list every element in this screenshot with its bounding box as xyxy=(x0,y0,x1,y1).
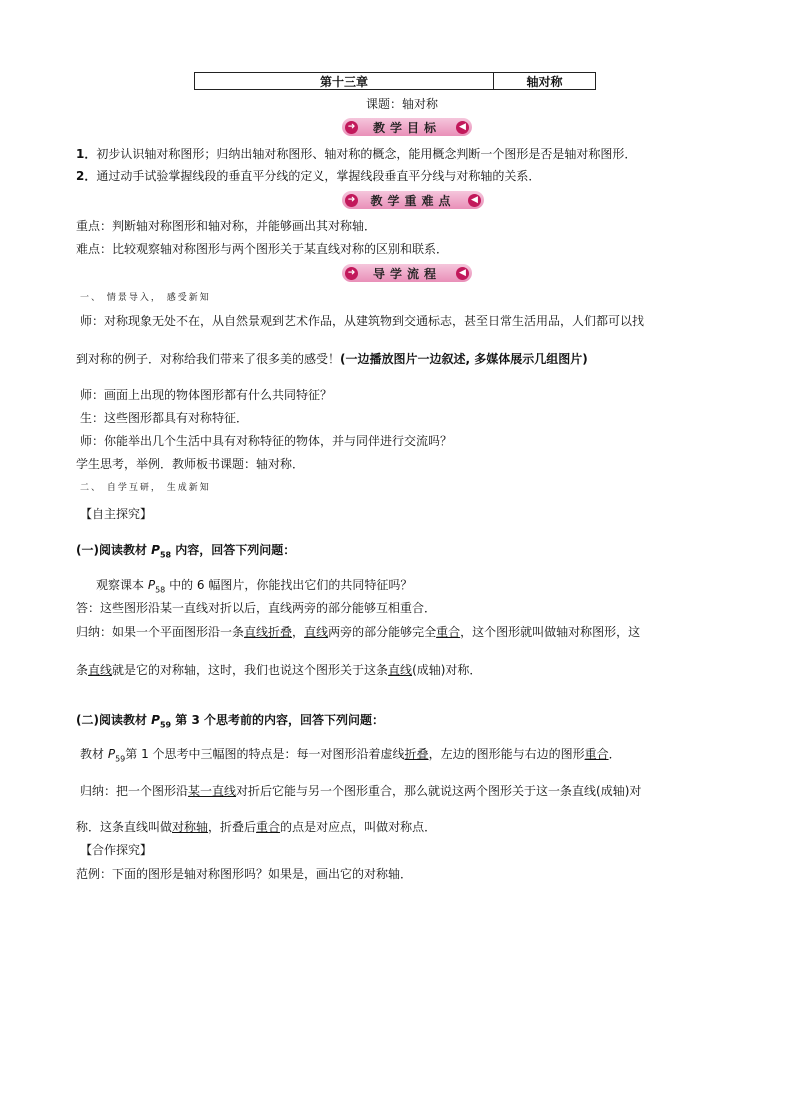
key-points-banner xyxy=(342,191,484,209)
part-1-title: (一)阅读教材 $P_{58}$ 内容，回答下列问题： xyxy=(76,543,296,560)
arrow-left-icon: ◀ xyxy=(468,194,481,207)
banner-text: 教学重难点 xyxy=(370,193,456,208)
part-2-feature: 教材 $P_{59}$第 1 个思考中三幅图的特点是：每一对图形沿着虚线折叠，左边的图形能与右边的图形重合． xyxy=(80,747,621,764)
chapter-label: 第十三章 xyxy=(195,73,494,89)
example-prompt: 范例：下面的图形是轴对称图形吗？如果是，画出它的对称轴． xyxy=(76,867,413,881)
part-1-conclusion-line-2: 条直线就是它的对称轴，这时，我们也说这个图形关于这条直线(成轴)对称． xyxy=(76,663,482,677)
self-explore-heading: 【自主探究】 xyxy=(80,507,153,521)
teacher-question-2: 师：画面上出现的物体图形都有什么共同特征？ xyxy=(80,388,333,402)
teacher-question-3: 师：你能举出几个生活中具有对称特征的物体，并与同伴进行交流吗？ xyxy=(80,434,453,448)
part-1-conclusion-line-1: 归纳：如果一个平面图形沿一条直线折叠，直线两旁的部分能够完全重合，这个图形就叫做轴对称图形，这 xyxy=(76,625,641,639)
arrow-right-icon: ➜ xyxy=(345,194,358,207)
teacher-line-1: 师：对称现象无处不在，从自然景观到艺术作品，从建筑物到交通标志，甚至日常生活用品，人们都可以找 xyxy=(80,314,645,328)
objective-1: 1．初步认识轴对称图形；归纳出轴对称图形、轴对称的概念，能用概念判断一个图形是否是轴对称图形． xyxy=(76,147,637,161)
banner-text: 教学目标 xyxy=(372,120,441,135)
part-2-conclusion-line-2: 称．这条直线叫做对称轴，折叠后重合的点是对应点，叫做对称点． xyxy=(76,820,437,834)
process-banner xyxy=(342,264,472,282)
coop-explore-heading: 【合作探究】 xyxy=(80,843,153,857)
objectives-banner xyxy=(342,118,472,136)
difficulty: 难点：比较观察轴对称图形与两个图形关于某直线对称的区别和联系． xyxy=(76,242,449,256)
part-1-answer: 答：这些图形沿某一直线对折以后，直线两旁的部分能够互相重合． xyxy=(76,601,437,615)
part-1-question: 观察课本 $P_{58}$ 中的 6 幅图片，你能找出它们的共同特征吗？ xyxy=(96,578,413,595)
student-answer-1: 生：这些图形都具有对称特征． xyxy=(80,411,249,425)
section-2-heading: 二、 自学互研， 生成新知 xyxy=(80,483,211,493)
part-2-title: (二)阅读教材 $P_{59}$ 第 3 个思考前的内容，回答下列问题： xyxy=(76,713,384,730)
arrow-right-icon: ➜ xyxy=(345,267,358,280)
teacher-line-2: 到对称的例子．对称给我们带来了很多美的感受！(一边播放图片一边叙述, 多媒体展示几组图片) xyxy=(76,352,588,366)
part-2-conclusion-line-1: 归纳：把一个图形沿某一直线对折后它能与另一个图形重合，那么就说这两个图形关于这一条直线(成轴)对 xyxy=(80,784,642,798)
student-think: 学生思考，举例．教师板书课题：轴对称． xyxy=(76,457,305,471)
chapter-header-table xyxy=(194,72,596,90)
lesson-title: 课题：轴对称 xyxy=(366,97,439,111)
topic-label: 轴对称 xyxy=(526,74,563,89)
arrow-right-icon: ➜ xyxy=(345,121,358,134)
objective-2: 2．通过动手试验掌握线段的垂直平分线的定义，掌握线段垂直平分线与对称轴的关系． xyxy=(76,169,541,183)
arrow-left-icon: ◀ xyxy=(456,267,469,280)
key-point: 重点：判断轴对称图形和轴对称，并能够画出其对称轴． xyxy=(76,219,377,233)
section-1-heading: 一、 情景导入， 感受新知 xyxy=(80,293,211,303)
arrow-left-icon: ◀ xyxy=(456,121,469,134)
banner-text: 导学流程 xyxy=(372,266,441,281)
